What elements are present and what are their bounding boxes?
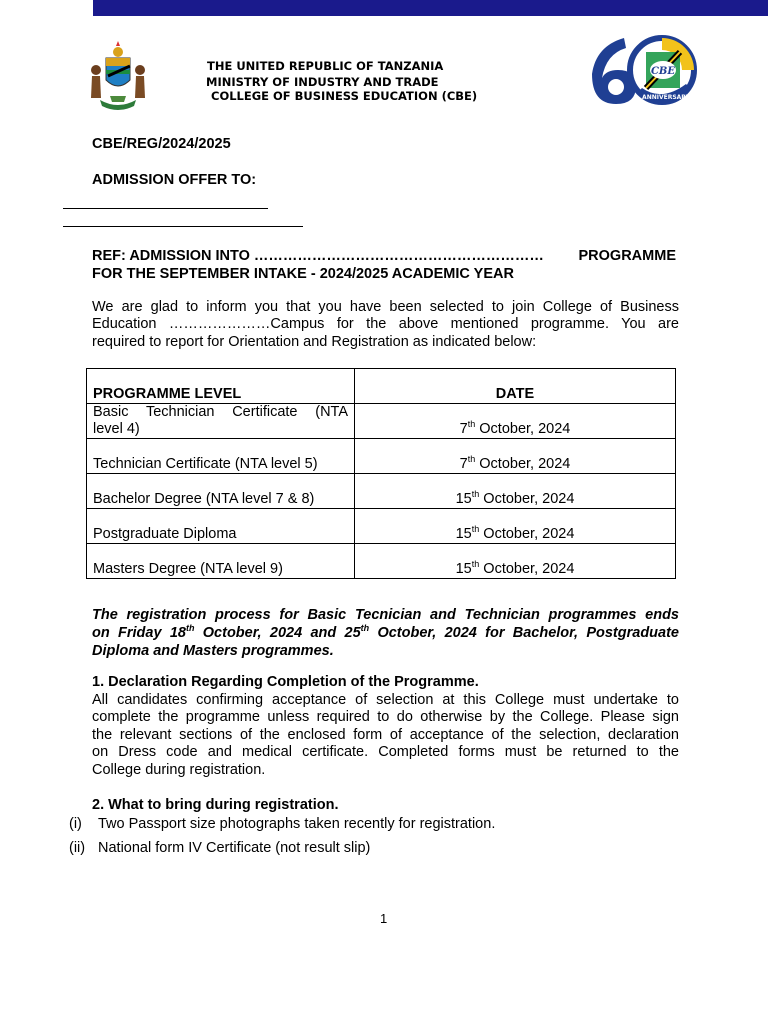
programme-level-cell: Masters Degree (NTA level 9) xyxy=(87,544,355,579)
level-text: Basic Technician Certificate (NTA xyxy=(93,404,348,420)
date-cell: 7th October, 2024 xyxy=(355,404,676,439)
header-date: DATE xyxy=(355,369,676,404)
intro-line-2: Education …………………Campus for the above mentioned programme. You are xyxy=(92,316,679,332)
list-item-marker: (i) xyxy=(69,816,82,832)
subject-dots: …………………………………………………… xyxy=(253,248,544,264)
date-cell: 15th October, 2024 xyxy=(355,509,676,544)
table-row xyxy=(87,544,676,579)
section-1-line-2: complete the programme unless required to do otherwise by the College. Please sign xyxy=(92,709,679,725)
list-item: Two Passport size photographs taken recently for registration. xyxy=(98,816,496,832)
header-republic: THE UNITED REPUBLIC OF TANZANIA xyxy=(207,59,444,73)
notice-line-3: Diploma and Masters programmes. xyxy=(92,643,334,659)
section-1-line-5: College during registration. xyxy=(92,762,266,778)
table-row xyxy=(87,474,676,509)
date-cell: 15th October, 2024 xyxy=(355,474,676,509)
section-2-heading: 2. What to bring during registration. xyxy=(92,797,339,813)
notice-line-2: on Friday 18th October, 2024 and 25th October, 2024 for Bachelor, Postgraduate xyxy=(92,623,679,641)
intro-line-1: We are glad to inform you that you have been selected to join College of Business xyxy=(92,299,679,315)
admission-offer-to: ADMISSION OFFER TO: xyxy=(92,172,257,188)
table-row xyxy=(87,439,676,474)
subject-line-1 xyxy=(92,248,676,265)
anniversary-60-logo xyxy=(586,34,700,106)
programme-level-cell: Technician Certificate (NTA level 5) xyxy=(87,439,355,474)
section-1-heading: 1. Declaration Regarding Completion of the Programme. xyxy=(92,674,479,690)
logo-badge-text: ANNIVERSARY xyxy=(642,94,690,101)
subject-prefix: REF: ADMISSION INTO xyxy=(92,248,250,264)
recipient-line-1 xyxy=(63,208,268,209)
list-item: National form IV Certificate (not result slip) xyxy=(98,840,371,856)
date-cell: 7th October, 2024 xyxy=(355,439,676,474)
table-header-row xyxy=(87,369,676,404)
date-cell: 15th October, 2024 xyxy=(355,544,676,579)
programme-level-cell: Postgraduate Diploma xyxy=(87,509,355,544)
table-row xyxy=(87,509,676,544)
programme-level-cell: Bachelor Degree (NTA level 7 & 8) xyxy=(87,474,355,509)
section-1-line-3: the relevant sections of the enclosed form of acceptance of the selection, declaration xyxy=(92,727,679,743)
programme-level-cell xyxy=(87,404,355,439)
reference-number: CBE/REG/2024/2025 xyxy=(92,136,231,152)
section-1-line-1: All candidates confirming acceptance of selection at this College must undertake to xyxy=(92,692,679,708)
header-programme-level: PROGRAMME LEVEL xyxy=(87,369,355,404)
intro-line-3: required to report for Orientation and Registration as indicated below: xyxy=(92,334,537,350)
section-1-line-4: on Dress code and medical certificate. Completed forms must be returned to the xyxy=(92,744,679,760)
header-ministry: MINISTRY OF INDUSTRY AND TRADE xyxy=(206,75,439,89)
subject-suffix: PROGRAMME xyxy=(578,248,676,264)
level-text-cont: level 4) xyxy=(93,421,140,437)
page-number: 1 xyxy=(380,911,388,926)
coat-of-arms-emblem xyxy=(86,40,150,110)
svg-text:CBE: CBE xyxy=(650,66,676,77)
recipient-line-2 xyxy=(63,226,303,227)
table-row xyxy=(87,404,676,439)
list-item-marker: (ii) xyxy=(69,840,86,856)
header-college: COLLEGE OF BUSINESS EDUCATION (CBE) xyxy=(211,89,478,103)
programme-table xyxy=(86,368,676,579)
top-color-bar xyxy=(93,0,768,16)
subject-line-2: FOR THE SEPTEMBER INTAKE - 2024/2025 ACADEMIC YEAR xyxy=(92,266,514,282)
notice-line-1: The registration process for Basic Tecnician and Technician programmes ends xyxy=(92,607,679,623)
